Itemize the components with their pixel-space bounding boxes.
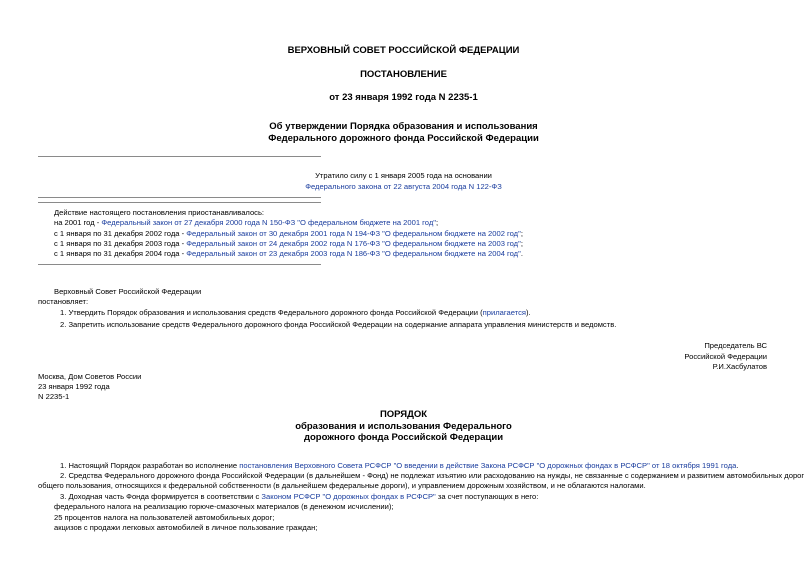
punctuation: . — [736, 461, 739, 470]
revenue-item: 25 процентов налога на пользователей автомобильных дорог; — [54, 513, 275, 522]
suspension-item-period: с 1 января по 31 декабря 2002 года - — [54, 229, 187, 238]
suspension-item-period: на 2001 год - — [54, 218, 102, 227]
place-number: N 2235-1 — [38, 392, 70, 401]
punctuation: ; — [520, 229, 523, 238]
order-clause-2-line2: общего пользования, относящихся к федеральной собственности (в дальнейшем федеральные дороги), и управлением дорожным хозяйством, и не облагаются налогами. — [38, 481, 646, 490]
suspension-intro: Действие настоящего постановления приостанавливалось: — [54, 208, 265, 217]
signature-name: Р.И.Хасбулатов — [712, 362, 767, 371]
divider — [38, 197, 321, 198]
doc-type-heading: ПОСТАНОВЛЕНИЕ — [360, 69, 447, 80]
order-clause-3-end: за счет поступающих в него: — [435, 492, 539, 501]
order-clause-3-text: 3. Доходная часть Фонда формируется в соответствии с — [60, 492, 262, 501]
order-title: ПОРЯДОК — [379, 409, 428, 420]
doc-title-line2: Федерального дорожного фонда Российской Федерации — [268, 133, 539, 144]
doc-date-heading: от 23 января 1992 года N 2235-1 — [329, 92, 478, 103]
suspension-item — [54, 229, 523, 239]
suspension-item-period: с 1 января по 31 декабря 2004 года - — [54, 249, 187, 258]
clause-1 — [60, 308, 531, 318]
order-clause-1-text: 1. Настоящий Порядок разработан во исполнение — [60, 461, 240, 470]
order-clause-2-line1: 2. Средства Федерального дорожного фонда Российской Федерации (в дальнейшем - Фонд) не подлежат изъятию или расходованию на нужды, не связанные с содержанием и развитием автомобильных дорог — [60, 471, 805, 480]
order-clause-3 — [60, 492, 538, 502]
order-subtitle-line1: образования и использования Федерального — [295, 421, 512, 432]
authority-heading: ВЕРХОВНЫЙ СОВЕТ РОССИЙСКОЙ ФЕДЕРАЦИИ — [287, 45, 520, 56]
expired-law-link[interactable]: Федерального закона от 22 августа 2004 года N 122-ФЗ — [305, 182, 502, 191]
punctuation: ; — [435, 218, 439, 227]
punctuation: . — [520, 249, 523, 258]
suspension-law-link[interactable]: Федеральный закон от 30 декабря 2001 года N 194-ФЗ "О федеральном бюджете на 2002 год" — [186, 229, 521, 238]
divider — [38, 264, 321, 265]
expired-note: Утратило силу с 1 января 2005 года на основании — [315, 171, 492, 180]
doc-title-line1: Об утверждении Порядка образования и использования — [269, 121, 538, 132]
resolves: постановляет: — [38, 297, 89, 306]
road-funds-law-link[interactable]: Законом РСФСР "О дорожных фондах в РСФСР" — [261, 492, 436, 501]
punctuation: ; — [520, 239, 523, 248]
resolution-link[interactable]: постановления Верховного Совета РСФСР "О введении в действие Закона РСФСР "О дорожных фондах в РСФСР" от 18 октября 1991 года — [239, 461, 737, 470]
suspension-item — [54, 249, 523, 259]
appendix-link[interactable]: прилагается — [482, 308, 527, 317]
divider — [38, 156, 321, 157]
revenue-item: акцизов с продажи легковых автомобилей в личное пользование граждан; — [54, 523, 318, 532]
order-clause-1 — [60, 461, 738, 471]
clause-2: 2. Запретить использование средств Федерального дорожного фонда Российской Федерации на содержание аппарата управления министерств и ведомств. — [60, 320, 617, 329]
issuer: Верховный Совет Российской Федерации — [54, 287, 202, 296]
order-subtitle-line2: дорожного фонда Российской Федерации — [303, 432, 504, 443]
suspension-law-link[interactable]: Федеральный закон от 27 декабря 2000 года N 150-ФЗ "О федеральном бюджете на 2001 год" — [101, 218, 436, 227]
suspension-item — [54, 239, 523, 249]
place: Москва, Дом Советов России — [38, 372, 142, 381]
place-date: 23 января 1992 года — [38, 382, 110, 391]
punctuation: ). — [526, 308, 531, 317]
suspension-item-period: с 1 января по 31 декабря 2003 года - — [54, 239, 187, 248]
divider — [38, 202, 321, 203]
clause-1-text: 1. Утвердить Порядок образования и использования средств Федерального дорожного фонда Российской Федерации ( — [60, 308, 483, 317]
signature-position: Председатель ВС — [704, 341, 767, 350]
suspension-law-link[interactable]: Федеральный закон от 24 декабря 2002 года N 176-ФЗ "О федеральном бюджете на 2003 год" — [186, 239, 521, 248]
revenue-item: федерального налога на реализацию горюче-смазочных материалов (в денежном исчислении); — [54, 502, 394, 511]
suspension-item — [54, 218, 438, 228]
suspension-law-link[interactable]: Федеральный закон от 23 декабря 2003 года N 186-ФЗ "О федеральном бюджете на 2004 год" — [186, 249, 521, 258]
signature-body: Российской Федерации — [684, 352, 767, 361]
